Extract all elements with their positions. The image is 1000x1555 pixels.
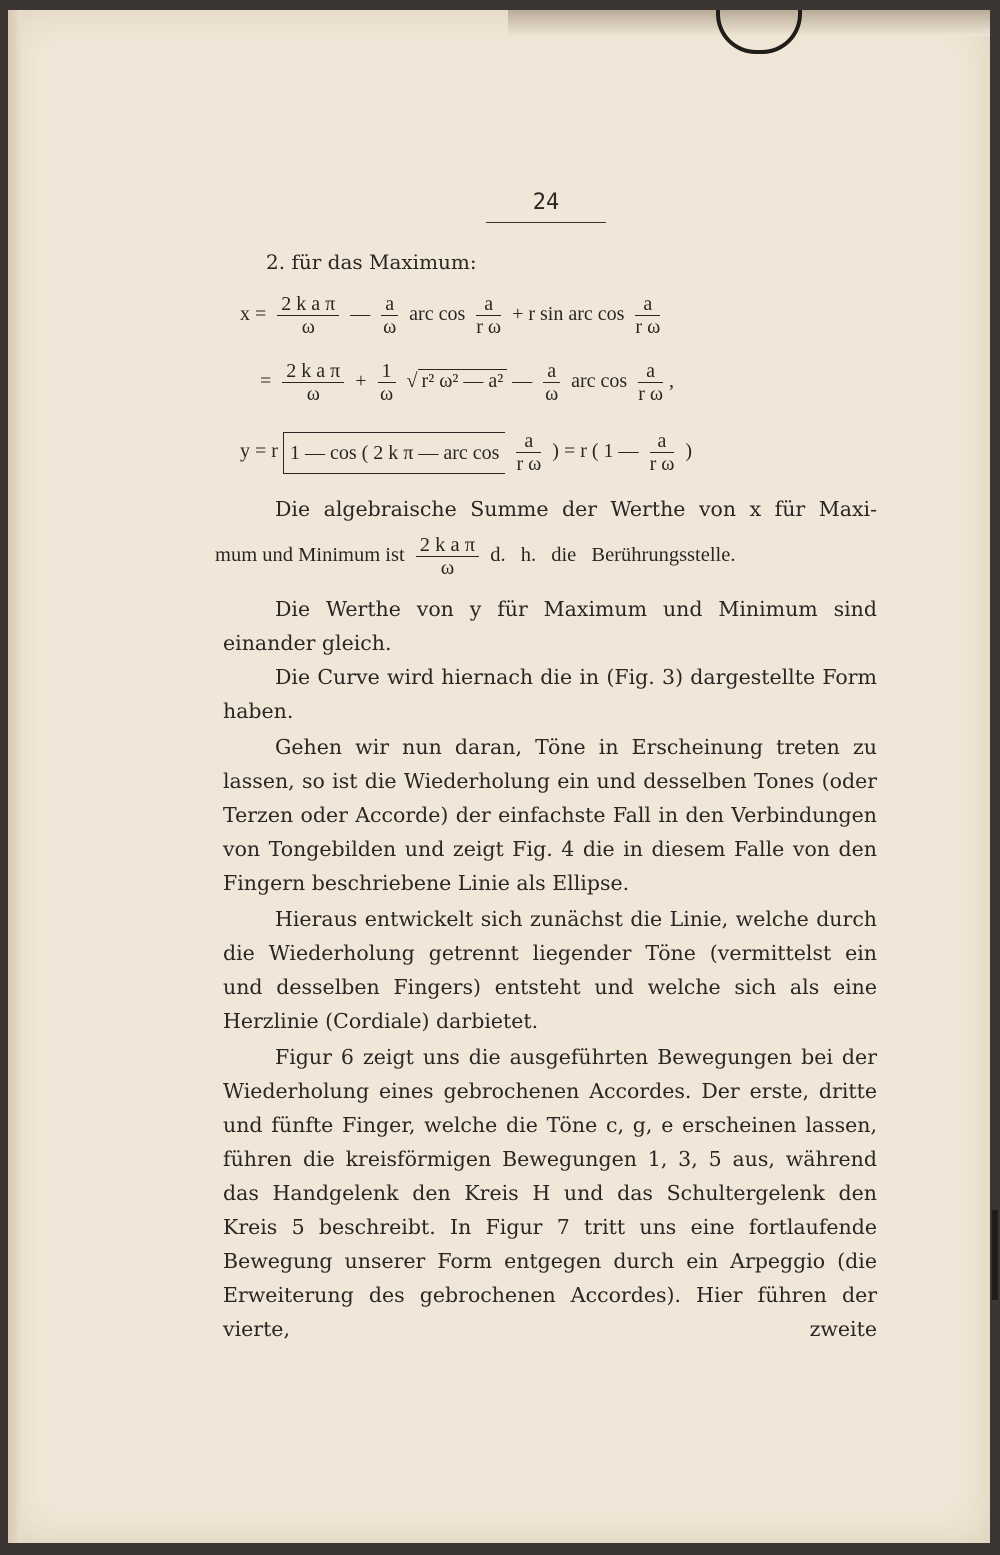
paragraph-1-text-b: d. h. die Berührungsstelle. [490,544,736,567]
eq3-f2-den: r ω [649,453,675,475]
eq2-arccos: arc cos [571,370,628,393]
eq2-f1-num: 2 k a π [282,360,344,383]
paragraph-6: Figur 6 zeigt uns die ausgeführten Bewegungen bei der Wiederholung eines gebrochenen Accordes. Der erste, dritte und fünfte Finger, welche die Töne c, g, e erscheinen lassen, führen die kreisförmigen Bewegungen 1, 3, 5 aus, während das Handgelenk den Kreis H und das Schultergelenk den Kreis 5 beschreibt. In Figur 7 tritt uns eine fortlaufende Bewegung unserer Form entgegen durch ein Arpeggio (die Erweiterung des gebrochenen Accordes). Hier führen der vierte, zweite [223,1045,877,1341]
eq1-f4-num: a [635,293,660,316]
eq2-f3-den: ω [545,383,559,405]
eq1-f1-den: ω [301,316,315,338]
eq1-fraction-4 [635,293,660,338]
eq1-f3-num: a [476,293,501,316]
eq1-fraction-3 [476,293,501,338]
page-edge-mark [992,1210,998,1300]
paragraph-5: Hieraus entwickelt sich zunächst die Linie, welche durch die Wiederholung getrennt liegender Töne (vermittelst ein und desselben Fingers) entsteht und welche sich als eine Herzlinie (Cordiale) darbietet. [223,907,877,1033]
eq1-f2-den: ω [383,316,397,338]
eq1-arccos: arc cos [409,303,466,326]
eq2-f4-num: a [638,360,663,383]
paragraph-1-line-2 [215,534,735,579]
eq3-fraction-1 [516,430,541,475]
eq2-f4-den: r ω [638,383,664,405]
eq1-minus: — [350,303,371,326]
page-number-rule [486,222,606,223]
eq3-middle: = r ( 1 — [563,440,639,463]
eq1-f2-num: a [381,293,398,316]
equation-x [240,293,666,338]
eq2-f2-num: 1 [378,360,396,383]
eq2-fraction-3 [543,360,560,405]
paragraph-1-frac-num: 2 k a π [416,534,479,557]
eq1-f1-num: 2 k a π [277,293,339,316]
paragraph-1-text-a: mum und Minimum ist [215,544,405,567]
eq2-f1-den: ω [306,383,320,405]
square-root-icon: √ [406,370,418,393]
eq2-plus: + [355,370,367,393]
eq3-fraction-2 [650,430,675,475]
section-heading: 2. für das Maximum: [266,250,477,274]
eq1-plus: + [512,303,524,326]
eq2-radicand: r² ω² — a² [418,369,508,392]
eq2-fraction-4 [638,360,663,405]
eq2-lhs: = [260,370,272,393]
eq1-f4-den: r ω [635,316,661,338]
eq2-comma: , [669,370,675,393]
eq1-f3-den: r ω [476,316,502,338]
paragraph-3: Die Curve wird hiernach die in (Fig. 3) dargestellte Form haben. [223,665,877,723]
eq2-f2-den: ω [379,383,394,405]
eq2-f3-num: a [543,360,560,383]
page-binding-edge [8,10,22,1543]
eq3-lhs: y = r [240,440,278,463]
page-number: 24 [532,190,560,215]
paragraph-1-frac-den: ω [440,557,455,579]
eq1-fraction-1 [277,293,339,338]
equation-y [240,430,692,475]
paragraph-1-fraction [416,534,479,579]
eq1-sin-arccos: r sin arc cos [528,303,625,326]
eq3-f1-num: a [516,430,541,453]
eq3-close-paren: ) [552,440,559,463]
eq3-f2-num: a [650,430,675,453]
paragraph-2: Die Werthe von y für Maximum und Minimum sind einander gleich. [223,597,877,655]
scanned-page [8,10,990,1543]
eq1-fraction-2 [381,293,398,338]
eq3-bracket [283,432,506,474]
paragraph-1-line-1: Die algebraische Summe der Werthe von x für Maxi- [275,497,877,521]
equation-x-simplified [260,360,674,405]
eq2-fraction-1 [282,360,344,405]
eq3-f1-den: r ω [516,453,542,475]
paragraph-4: Gehen wir nun daran, Töne in Erscheinung treten zu lassen, so ist die Wiederholung ein und desselben Tones (oder Terzen oder Accorde) der einfachste Fall in den Verbindungen von Tongebilden und zeigt Fig. 4 die in diesem Falle von den Fingern beschriebene Linie als Ellipse. [223,735,877,895]
eq1-lhs: x = [240,303,267,326]
eq3-end-paren: ) [685,440,693,463]
eq3-bracket-text: 1 — cos ( 2 k π — arc cos [289,441,500,464]
eq2-minus: — [512,370,533,393]
paper-clip-icon [716,10,802,54]
eq2-fraction-2 [378,360,396,405]
